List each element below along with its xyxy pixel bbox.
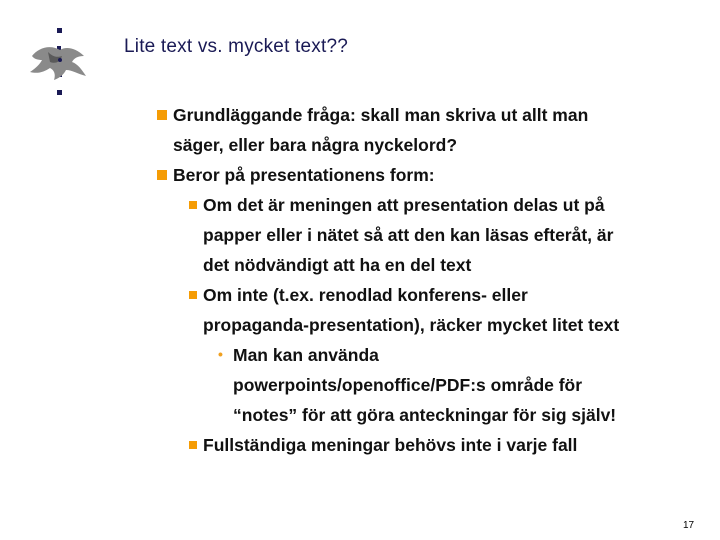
sub-bullet-marker bbox=[189, 441, 197, 449]
sub-bullet-text: propaganda-presentation), räcker mycket litet text bbox=[203, 315, 620, 335]
bullet-text: Grundläggande fråga: skall man skriva ut allt man bbox=[173, 105, 589, 125]
sub-sub-bullet-text: Man kan använda bbox=[233, 345, 379, 365]
sub-bullet-marker bbox=[189, 291, 197, 299]
sub-bullet-text: Fullständiga meningar behövs inte i varje fall bbox=[203, 435, 578, 455]
slide-title: Lite text vs. mycket text?? bbox=[124, 36, 348, 57]
bullet-text: Beror på presentationens form: bbox=[173, 165, 435, 185]
bullet-marker bbox=[157, 110, 167, 120]
sub-bullet-text: det nödvändigt att ha en del text bbox=[203, 255, 472, 275]
sub-sub-bullet-text: “notes” för att göra anteckningar för sig själv! bbox=[233, 405, 617, 425]
bullet-marker bbox=[157, 170, 167, 180]
bullet-text: säger, eller bara några nyckelord? bbox=[173, 135, 458, 155]
page-number: 17 bbox=[683, 520, 695, 531]
sub-bullet-text: papper eller i nätet så att den kan läsas efteråt, är bbox=[203, 225, 614, 245]
sub-bullet-marker bbox=[189, 201, 197, 209]
sub-bullet-text: Om det är meningen att presentation delas ut på bbox=[203, 195, 605, 215]
dot-bullet-marker: • bbox=[218, 346, 223, 362]
sub-bullet-text: Om inte (t.ex. renodlad konferens- eller bbox=[203, 285, 528, 305]
sub-sub-bullet-text: powerpoints/openoffice/PDF:s område för bbox=[233, 375, 583, 395]
